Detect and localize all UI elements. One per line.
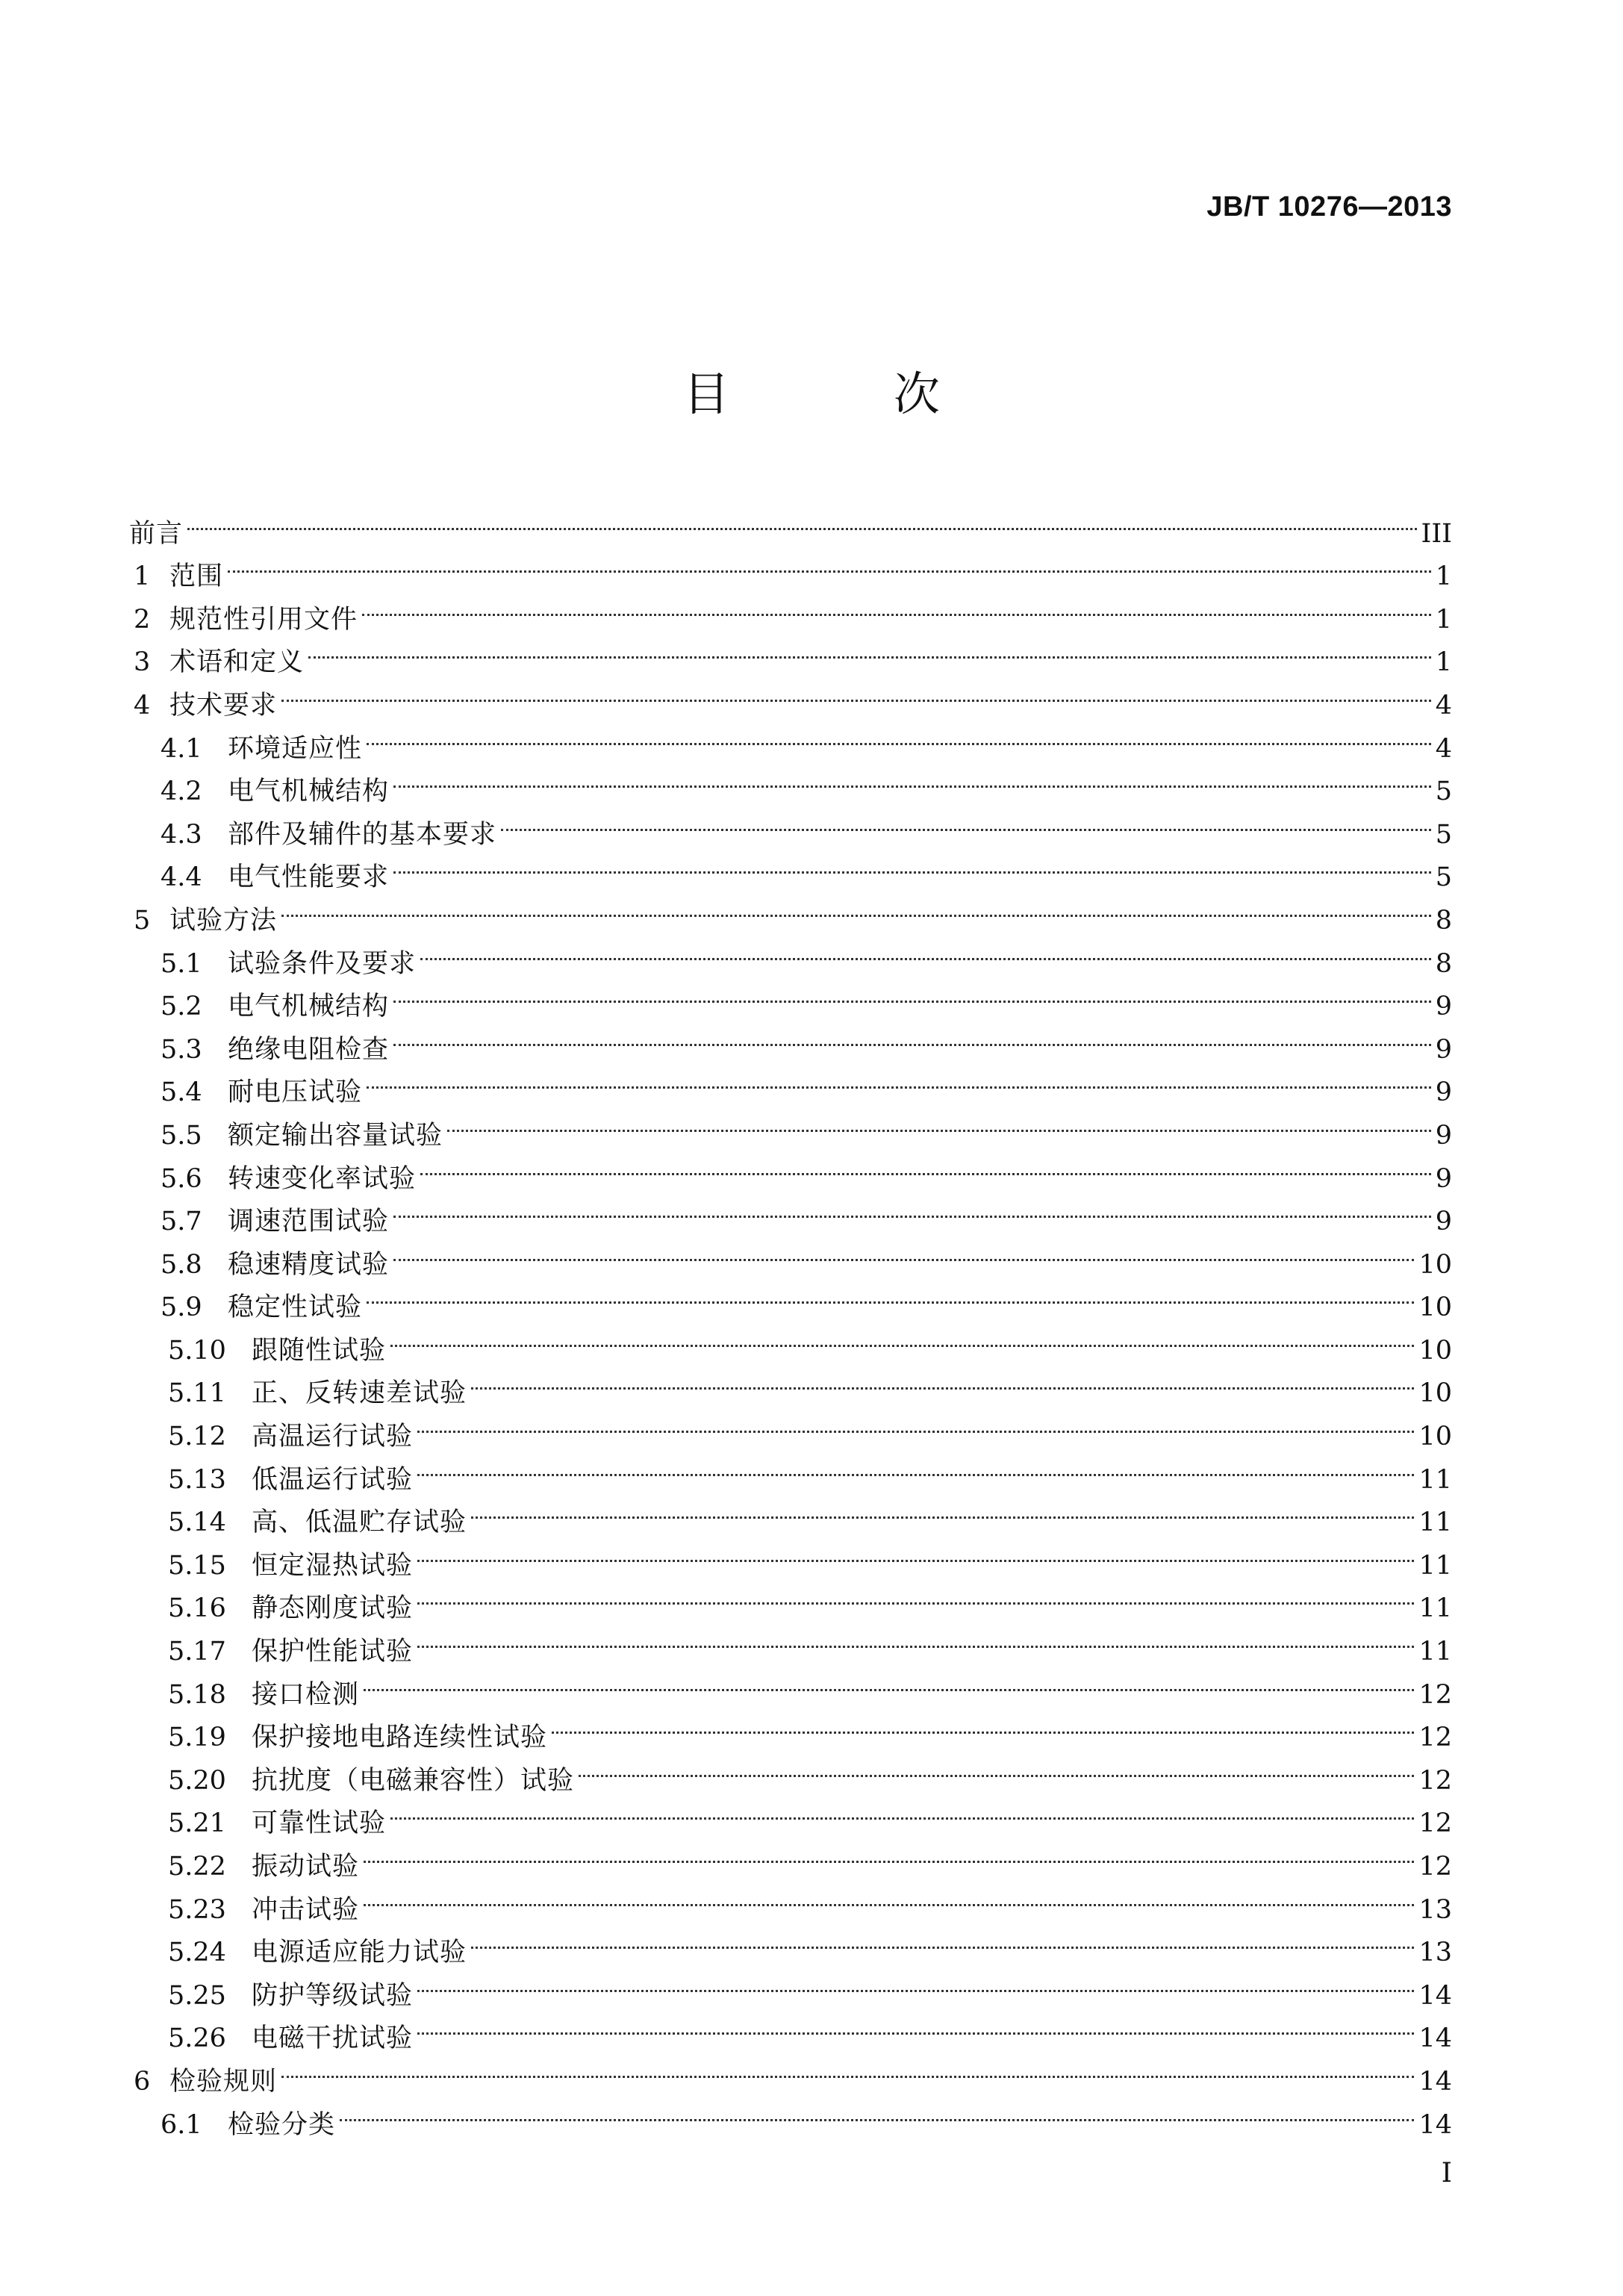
toc-entry-number: 4 xyxy=(134,690,151,721)
toc-leader-dots xyxy=(364,1660,1414,1703)
toc-leader-dots xyxy=(308,628,1431,671)
toc-entry[interactable] xyxy=(129,542,1452,592)
toc-entry-number: 5.20 xyxy=(168,1765,226,1796)
toc-leader-dots xyxy=(417,1445,1414,1488)
toc-entry-label: 规范性引用文件 xyxy=(169,604,358,635)
toc-leader-dots xyxy=(420,929,1431,972)
toc-entry-page: 12 xyxy=(1418,1679,1452,1710)
toc-entry-number: 5.12 xyxy=(168,1422,226,1452)
toc-entry-number: 5.13 xyxy=(168,1464,226,1495)
toc-entry-label: 保护性能试验 xyxy=(252,1637,414,1667)
page-number: I xyxy=(1441,2158,1452,2188)
toc-entry-label: 稳定性试验 xyxy=(228,1292,363,1323)
toc-entry-label: 稳速精度试验 xyxy=(228,1249,390,1280)
toc-entry-label: 振动试验 xyxy=(252,1852,360,1882)
toc-entry[interactable] xyxy=(129,714,1452,764)
toc-leader-dots xyxy=(417,1617,1414,1660)
toc-leader-dots xyxy=(364,1875,1414,1918)
toc-entry-number: 5.1 xyxy=(161,948,202,979)
toc-entry-page: III xyxy=(1421,518,1452,549)
toc-entry-number: 5.23 xyxy=(168,1894,226,1925)
toc-leader-dots xyxy=(390,1316,1414,1359)
toc-entry-page: 11 xyxy=(1418,1637,1452,1667)
toc-leader-dots xyxy=(552,1703,1414,1746)
toc-entry-number: 5.21 xyxy=(168,1808,226,1839)
toc-entry-number: 5.22 xyxy=(168,1852,226,1882)
toc-entry-page: 1 xyxy=(1435,604,1452,635)
toc-leader-dots xyxy=(471,1359,1414,1402)
toc-entry-page: 5 xyxy=(1435,777,1452,807)
toc-entry-label: 术语和定义 xyxy=(169,647,305,678)
toc-leader-dots xyxy=(367,714,1431,757)
toc-leader-dots xyxy=(393,1015,1431,1058)
toc-entry-label: 耐电压试验 xyxy=(228,1077,363,1108)
toc-entry-label: 调速范围试验 xyxy=(228,1207,390,1237)
toc-entry-number: 4.3 xyxy=(161,819,202,850)
toc-entry-label: 部件及辅件的基本要求 xyxy=(228,819,497,850)
toc-entry[interactable] xyxy=(129,671,1452,721)
toc-entry-number: 5.7 xyxy=(161,1207,202,1237)
toc-entry-number: 4.2 xyxy=(161,777,202,807)
toc-leader-dots xyxy=(281,2047,1414,2090)
toc-entry-page: 9 xyxy=(1435,992,1452,1022)
toc-leader-dots xyxy=(579,1746,1414,1789)
toc-entry-number: 5.3 xyxy=(161,1034,202,1065)
page-title: 目 次 xyxy=(683,367,1015,421)
toc-leader-dots xyxy=(393,1230,1414,1273)
toc-entry-page: 4 xyxy=(1435,690,1452,721)
toc-entry-label: 电气性能要求 xyxy=(228,862,390,893)
toc-entry[interactable] xyxy=(129,886,1452,936)
toc-entry-page: 4 xyxy=(1435,733,1452,764)
toc-entry[interactable] xyxy=(129,929,1452,979)
toc-entry[interactable] xyxy=(129,2047,1452,2097)
toc-entry-page: 11 xyxy=(1418,1550,1452,1581)
toc-entry-label: 防护等级试验 xyxy=(252,1980,414,2011)
toc-entry-label: 范围 xyxy=(169,561,224,592)
toc-entry-number: 5.19 xyxy=(168,1723,226,1753)
toc-entry-label: 高温运行试验 xyxy=(252,1422,414,1452)
toc-entry-label: 电气机械结构 xyxy=(228,992,390,1022)
toc-entry-label: 电磁干扰试验 xyxy=(252,2023,414,2054)
toc-entry-number: 1 xyxy=(134,561,151,592)
toc-entry-number: 6.1 xyxy=(161,2109,202,2140)
toc-entry-page: 12 xyxy=(1418,1808,1452,1839)
toc-entry[interactable] xyxy=(129,628,1452,678)
toc-entry-label: 接口检测 xyxy=(252,1679,360,1710)
toc-leader-dots xyxy=(420,1144,1431,1187)
toc-entry[interactable] xyxy=(129,2090,1452,2140)
toc-entry-number: 5.18 xyxy=(168,1679,226,1710)
toc-entry-page: 9 xyxy=(1435,1034,1452,1065)
toc-entry-label: 静态刚度试验 xyxy=(252,1593,414,1624)
toc-entry-page: 9 xyxy=(1435,1077,1452,1108)
toc-leader-dots xyxy=(501,800,1431,843)
toc-entry-number: 5.16 xyxy=(168,1593,226,1624)
toc-entry-label: 绝缘电阻检查 xyxy=(228,1034,390,1065)
toc-entry-label: 可靠性试验 xyxy=(252,1808,387,1839)
toc-leader-dots xyxy=(340,2090,1414,2133)
toc-leader-dots xyxy=(390,1789,1414,1832)
toc-leader-dots xyxy=(228,542,1431,585)
toc-entry-label: 高、低温贮存试验 xyxy=(252,1508,467,1538)
toc-leader-dots xyxy=(417,1531,1414,1574)
toc-leader-dots xyxy=(367,1273,1414,1316)
toc-entry-page: 11 xyxy=(1418,1464,1452,1495)
toc-entry-number: 5.2 xyxy=(161,992,202,1022)
toc-entry-label: 试验条件及要求 xyxy=(228,948,417,979)
toc-leader-dots xyxy=(187,499,1417,542)
toc-entry-label: 抗扰度（电磁兼容性）试验 xyxy=(252,1765,575,1796)
toc-entry-label: 检验规则 xyxy=(169,2066,278,2097)
toc-entry-page: 5 xyxy=(1435,819,1452,850)
toc-entry-page: 9 xyxy=(1435,1163,1452,1194)
toc-entry-page: 13 xyxy=(1418,1938,1452,1968)
toc-entry-page: 10 xyxy=(1418,1422,1452,1452)
toc-entry-number: 5.24 xyxy=(168,1938,226,1968)
standard-number: JB/T 10276—2013 xyxy=(1206,191,1452,223)
toc-entry-number: 2 xyxy=(134,604,151,635)
toc-leader-dots xyxy=(417,1961,1414,2004)
toc-entry-page: 12 xyxy=(1418,1852,1452,1882)
toc-entry-label: 检验分类 xyxy=(228,2109,336,2140)
toc-leader-dots xyxy=(393,757,1431,800)
toc-entry-page: 10 xyxy=(1418,1292,1452,1323)
toc-entry-label: 转速变化率试验 xyxy=(228,1163,417,1194)
toc-entry-label: 保护接地电路连续性试验 xyxy=(252,1723,548,1753)
toc-leader-dots xyxy=(447,1101,1431,1144)
toc-entry-page: 14 xyxy=(1418,2023,1452,2054)
toc-entry-number: 5.25 xyxy=(168,1980,226,2011)
toc-entry-page: 9 xyxy=(1435,1120,1452,1151)
toc-leader-dots xyxy=(393,972,1431,1015)
toc-entry-number: 5.17 xyxy=(168,1637,226,1667)
toc-entry-label: 正、反转速差试验 xyxy=(252,1378,467,1409)
toc-entry-label: 额定输出容量试验 xyxy=(228,1120,443,1151)
toc-entry-number: 4.1 xyxy=(161,733,202,764)
table-of-contents xyxy=(129,499,1452,2140)
toc-entry-label: 试验方法 xyxy=(169,905,278,936)
toc-entry-page: 8 xyxy=(1435,905,1452,936)
toc-entry-number: 5.11 xyxy=(168,1378,226,1409)
toc-entry-number: 5.6 xyxy=(161,1163,202,1194)
toc-entry-page: 10 xyxy=(1418,1249,1452,1280)
toc-entry-page: 14 xyxy=(1418,2109,1452,2140)
toc-entry-label: 前言 xyxy=(129,518,184,549)
toc-leader-dots xyxy=(364,1832,1414,1875)
toc-entry-page: 10 xyxy=(1418,1335,1452,1366)
toc-entry-label: 跟随性试验 xyxy=(252,1335,387,1366)
toc-leader-dots xyxy=(367,1058,1431,1101)
toc-entry-page: 12 xyxy=(1418,1765,1452,1796)
toc-entry-page: 10 xyxy=(1418,1378,1452,1409)
toc-entry-number: 5.8 xyxy=(161,1249,202,1280)
toc-entry-page: 13 xyxy=(1418,1894,1452,1925)
toc-leader-dots xyxy=(281,886,1431,929)
toc-entry-number: 5.10 xyxy=(168,1335,226,1366)
toc-entry-page: 9 xyxy=(1435,1207,1452,1237)
toc-entry-page: 8 xyxy=(1435,948,1452,979)
toc-leader-dots xyxy=(281,671,1431,714)
toc-entry-page: 14 xyxy=(1418,1980,1452,2011)
toc-leader-dots xyxy=(417,1401,1414,1445)
toc-entry-page: 5 xyxy=(1435,862,1452,893)
toc-entry-label: 恒定湿热试验 xyxy=(252,1550,414,1581)
toc-entry-number: 5.15 xyxy=(168,1550,226,1581)
toc-entry-number: 3 xyxy=(134,647,151,678)
toc-leader-dots xyxy=(362,585,1431,628)
toc-leader-dots xyxy=(393,843,1431,886)
toc-leader-dots xyxy=(417,2004,1414,2047)
toc-entry-label: 电源适应能力试验 xyxy=(252,1938,467,1968)
toc-entry-page: 11 xyxy=(1418,1508,1452,1538)
toc-entry[interactable] xyxy=(129,585,1452,635)
toc-entry-number: 5.9 xyxy=(161,1292,202,1323)
toc-entry-number: 5.4 xyxy=(161,1077,202,1108)
toc-entry-number: 5.14 xyxy=(168,1508,226,1538)
toc-entry-number: 5.26 xyxy=(168,2023,226,2054)
toc-entry-label: 低温运行试验 xyxy=(252,1464,414,1495)
toc-entry-page: 11 xyxy=(1418,1593,1452,1624)
toc-entry[interactable] xyxy=(129,499,1452,549)
toc-entry-page: 12 xyxy=(1418,1723,1452,1753)
toc-leader-dots xyxy=(393,1187,1431,1231)
toc-entry-label: 电气机械结构 xyxy=(228,777,390,807)
toc-entry-number: 5.5 xyxy=(161,1120,202,1151)
toc-entry-label: 技术要求 xyxy=(169,690,278,721)
toc-entry-label: 环境适应性 xyxy=(228,733,363,764)
toc-entry-page: 1 xyxy=(1435,561,1452,592)
toc-leader-dots xyxy=(471,1488,1414,1531)
toc-entry-page: 14 xyxy=(1418,2066,1452,2097)
toc-entry-page: 1 xyxy=(1435,647,1452,678)
toc-leader-dots xyxy=(417,1574,1414,1617)
toc-leader-dots xyxy=(471,1918,1414,1961)
toc-entry-number: 5 xyxy=(134,905,151,936)
toc-entry-number: 6 xyxy=(134,2066,151,2097)
toc-entry-label: 冲击试验 xyxy=(252,1894,360,1925)
toc-entry-number: 4.4 xyxy=(161,862,202,893)
